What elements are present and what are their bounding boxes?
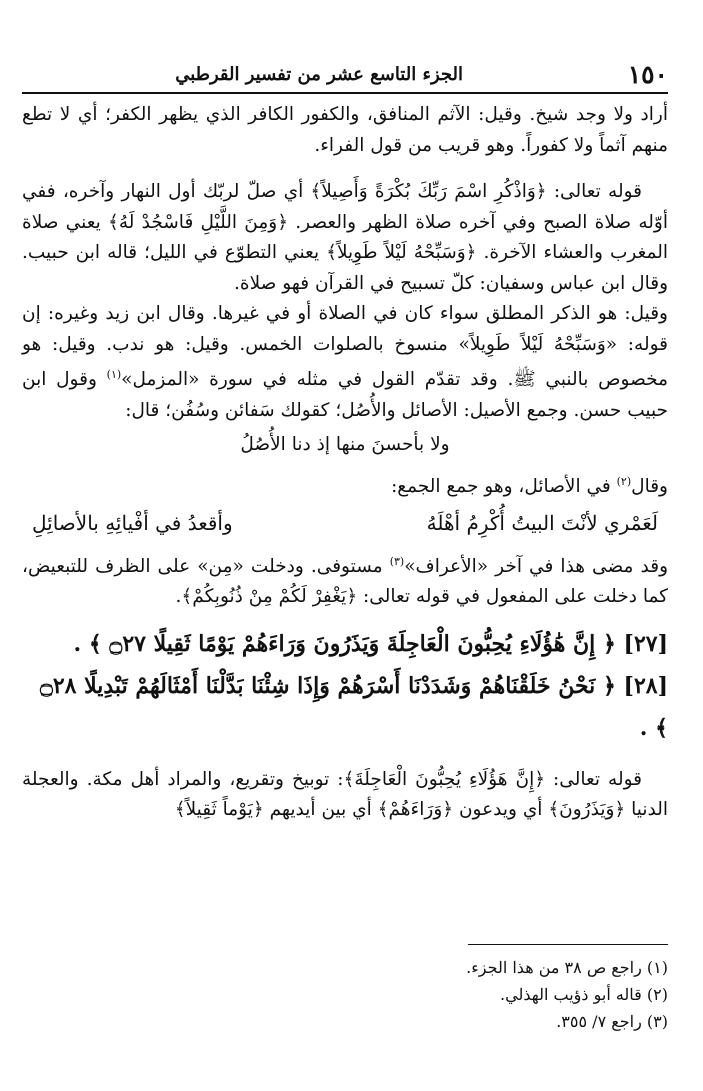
paragraph-5-part-a: وقد مضى هذا في آخر «الأعراف» xyxy=(404,555,668,577)
paragraph-5 xyxy=(22,547,668,613)
verse-28-text: ﴿ نَحْنُ خَلَقْنَاهُمْ وَشَدَدْنَا أَسْرَهُمْ وَإِذَا شِئْنَا بَدَّلْنَا أَمْثَالَهُمْ تَبْدِيلًا ۝٢٨ ﴾ . xyxy=(39,672,668,741)
footnote-1: (١) راجع ص ٣٨ من هذا الجزء. xyxy=(466,958,668,977)
footnote-marker-3: (٣) xyxy=(389,554,405,568)
footnote-2: (٢) قاله أبو ذؤيب الهذلي. xyxy=(500,985,668,1004)
footnote-3: (٣) راجع ٧/ ٣٥٥. xyxy=(556,1012,668,1031)
poem-line-1: ولا بأحسنَ منها إذ دنا الأُصُلُ xyxy=(240,434,450,456)
page-header xyxy=(22,58,668,94)
verse-28-number: [٢٨] xyxy=(623,672,668,699)
poem-hemistich-left: وأقعدُ في أفْيائِهِ بالأصائِلِ xyxy=(32,511,233,536)
paragraph-3 xyxy=(22,299,668,426)
page-number: ١٥٠ xyxy=(627,60,668,89)
poem-line-2 xyxy=(32,508,658,539)
verse-27-text: ﴿ إِنَّ هَٰؤُلَاءِ يُحِبُّونَ الْعَاجِلَةَ وَيَذَرُونَ وَرَاءَهُمْ يَوْمًا ثَقِيلًا ۝٢٧ ﴾ . xyxy=(73,630,616,657)
running-title: الجزء التاسع عشر من تفسير القرطبي xyxy=(175,64,463,85)
paragraph-3-part-a: وقيل: هو الذكر المطلق سواء كان في الصلاة أو في غيرها. وقال ابن زيد وغيره: إن قوله: «وَسَبِّحْهُ لَيْلاً طَوِيلاً» منسوخ بالصلوات الخمس. وقيل: هو ندب. وقيل: هو مخصوص بالنبي ﷺ. وقد تقدّم القول في مثله في سورة «المزمل» xyxy=(22,303,668,391)
footnote-marker-2: (٢) xyxy=(616,474,632,488)
footnote-marker-1: (١) xyxy=(106,368,122,381)
paragraph-3-part-b: وقول ابن حبيب حسن. وجمع الأصيل: الأصائل والأُصُل؛ كقولك سَفائن وسُفُن؛ قال: xyxy=(22,369,668,421)
paragraph-4-part-b: في الأصائل، وهو جمع الجمع: xyxy=(391,475,617,497)
main-text xyxy=(22,100,668,826)
paragraph-2: قوله تعالى: ﴿وَاذْكُرِ اسْمَ رَبِّكَ بُكْرَةً وَأَصِيلاً﴾ أي صلّ لربّك أول النهار وآخره، ففي أوّله صلاة الصبح وفي آخره صلاة الظهر والعصر. ﴿وَمِنَ اللَّيْلِ فَاسْجُدْ لَهُ﴾ يعني صلاة المغرب والعشاء الآخرة. ﴿وَسَبِّحْهُ لَيْلاً طَوِيلاً﴾ يعني التطوّع في الليل؛ قاله ابن حبيب. وقال ابن عباس وسفيان: كلّ تسبيح في القرآن فهو صلاة. xyxy=(22,181,668,294)
footnote-divider xyxy=(468,944,668,945)
verse-27 xyxy=(22,623,668,665)
verse-28 xyxy=(22,665,668,749)
verse-27-number: [٢٧] xyxy=(623,630,668,657)
poem-hemistich-right: لَعَمْري لأنْتَ البيتُ أُكْرِمُ أهْلَهُ xyxy=(426,511,658,536)
paragraph-4-part-a: وقال xyxy=(631,475,668,497)
paragraph-1: أراد ولا وجد شيخ. وقيل: الآثم المنافق، والكفور الكافر الذي يظهر الكفر؛ أي لا تطع منهم آثماً ولا كفوراً. وهو قريب من قول الفراء. xyxy=(22,104,668,156)
paragraph-5-part-b: مستوفى. ودخلت «مِن» على الظرف للتبعيض، كما دخلت على المفعول في قوله تعالى: ﴿يَغْفِرْ لَكُمْ مِنْ ذُنُوبِكُمْ﴾. xyxy=(22,555,668,608)
paragraph-6: قوله تعالى: ﴿إِنَّ هَؤُلَاءِ يُحِبُّونَ الْعَاجِلَةَ﴾: توبيخ وتقريع، والمراد أهل مكة. والعجلة الدنيا ﴿وَيَذَرُونَ﴾ أي ويدعون ﴿وَرَاءَهُمْ﴾ أي بين أيديهم ﴿يَوْماً ثَقِيلاً﴾ xyxy=(22,768,668,821)
paragraph-4 xyxy=(22,467,668,503)
footnotes xyxy=(22,954,668,1035)
